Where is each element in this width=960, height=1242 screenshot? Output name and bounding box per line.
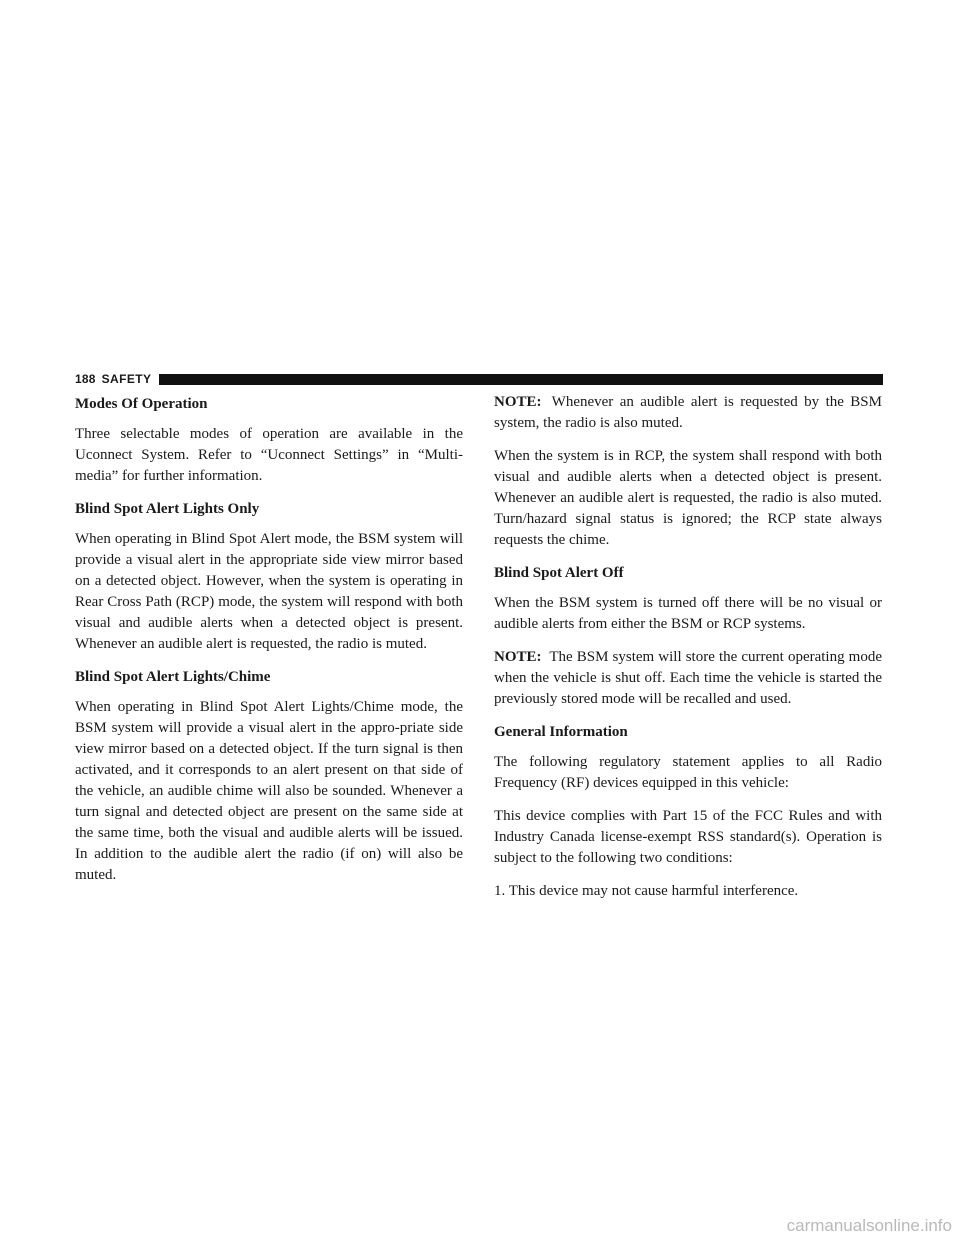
section-title: SAFETY [101,372,152,386]
watermark: carmanualsonline.info [786,1216,952,1235]
paragraph-lights-only: When operating in Blind Spot Alert mode, the BSM system will provide a visual alert in the appropriate side view mirror based on a detected object. However, when the system is operating in Rear Cross Path (RCP) mode, the system will respond with both visual and audible alerts when a detected object is present. Whenever an audible alert is requested, the radio is muted. [75,531,463,652]
paragraph-regulatory-intro: The following regulatory statement applies to all Radio Frequency (RF) devices equipped in this vehicle: [494,754,882,791]
paragraph-modes-intro: Three selectable modes of operation are available in the Uconnect System. Refer to “Uconnect Settings” in “Multi-media” for further information. [75,426,463,484]
note-stored-mode [494,647,882,710]
list-item-condition-1: 1. This device may not cause harmful interference. [494,883,799,899]
note-label: NOTE: [494,394,542,410]
note-text: The BSM system will store the current operating mode when the vehicle is shut off. Each time the vehicle is started the previously stored mode will be recalled and used. [494,649,883,707]
right-column [494,392,882,914]
header-rule [159,374,883,385]
heading-modes-of-operation: Modes Of Operation [75,396,208,412]
paragraph-rcp: When the system is in RCP, the system shall respond with both visual and audible alerts when a detected object is present. Whenever an audible alert is requested, the radio is also muted. Turn/hazard signal status is ignored; the RCP state always requests the chime. [494,448,882,548]
paragraph-lights-chime: When operating in Blind Spot Alert Lights/Chime mode, the BSM system will provide a visual alert in the appro-priate side view mirror based on a detected object. If the turn signal is then activated, and it corresponds to an alert present on that side of the vehicle, an audible chime will also be sounded. Whenever a turn signal and detected object are present on the same side at the same time, both the visual and audible alerts will be issued. In addition to the audible alert the radio (if on) will also be muted. [75,699,463,883]
heading-general-information: General Information [494,724,628,740]
heading-alert-off: Blind Spot Alert Off [494,565,624,581]
note-label: NOTE: [494,649,542,665]
heading-lights-chime: Blind Spot Alert Lights/Chime [75,669,271,685]
left-column [75,392,463,898]
paragraph-alert-off: When the BSM system is turned off there will be no visual or audible alerts from either the BSM or RCP systems. [494,595,882,632]
note-audible-alert [494,392,882,434]
heading-lights-only: Blind Spot Alert Lights Only [75,501,260,517]
note-text: Whenever an audible alert is requested by the BSM system, the radio is also muted. [494,394,882,431]
paragraph-fcc-compliance: This device complies with Part 15 of the FCC Rules and with Industry Canada license-exempt RSS standard(s). Operation is subject to the following two conditions: [494,808,882,866]
page-number: 188 [75,372,96,386]
page-header [75,372,883,386]
